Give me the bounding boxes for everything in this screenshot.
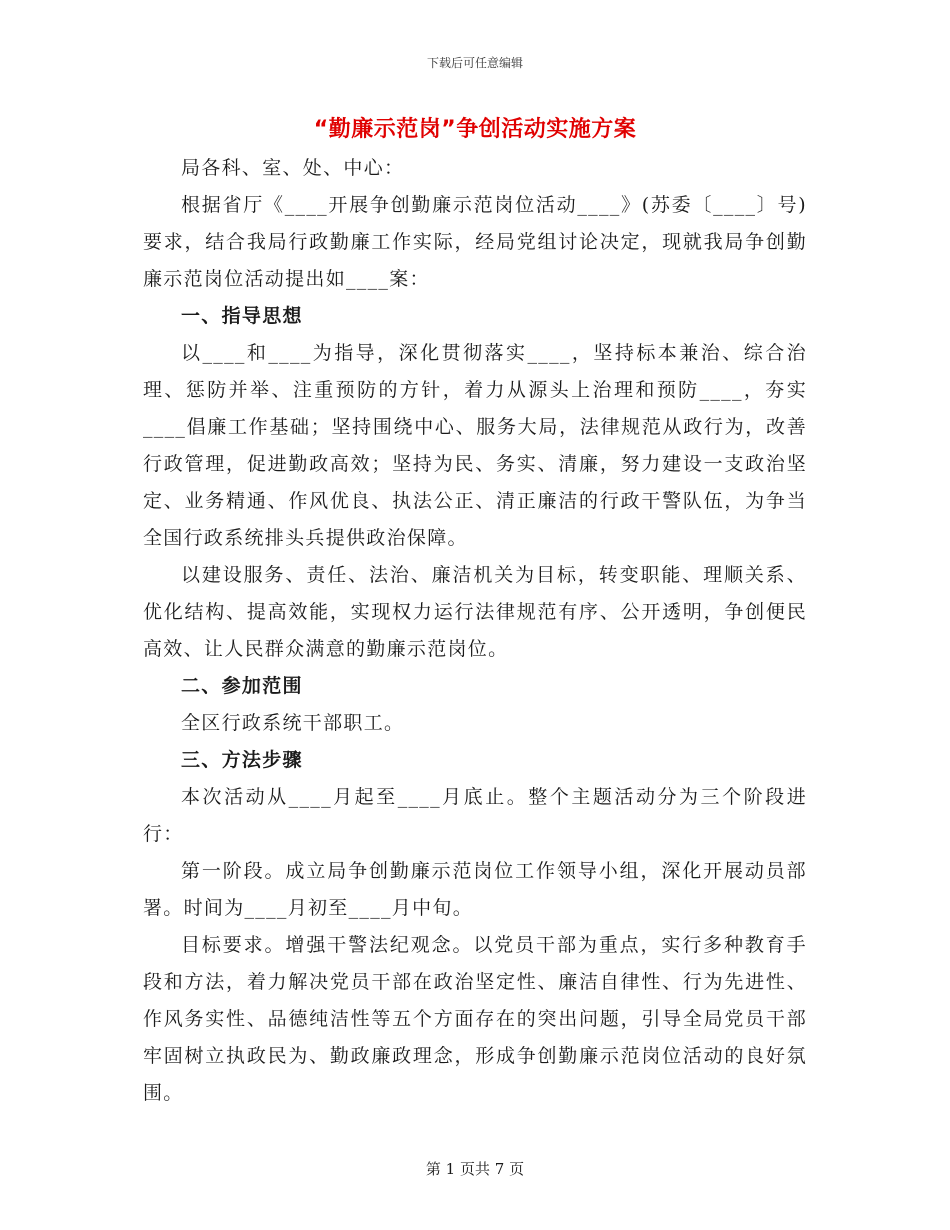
paragraph-goal: 以建设服务、责任、法治、廉洁机关为目标，转变职能、理顺关系、优化结构、提高效能，实现权力运行法律规范有序、公开透明，争创便民高效、让人民群众满意的勤廉示范岗位。: [143, 564, 807, 660]
paragraph-guiding-thought: 以____和____为指导，深化贯彻落实____，坚持标本兼治、综合治理、惩防并举、注重预防的方针，着力从源头上治理和预防____，夯实____倡廉工作基础；坚持围绕中心、服务大局，法律规范从政行为，改善行政管理，促进勤政高效；坚持为民、务实、清廉，努力建设一支政治坚定、业务精通、作风优良、执法公正、清正廉洁的行政干警队伍，为争当全国行政系统排头兵提供政治保障。: [143, 342, 807, 549]
paragraph-timeline: 本次活动从____月起至____月底止。整个主题活动分为三个阶段进行：: [143, 786, 807, 845]
page-number: 第 1 页共 7 页: [425, 1160, 525, 1178]
paragraph-objectives: 目标要求。增强干警法纪观念。以党员干部为重点，实行多种教育手段和方法，着力解决党员干部在政治坚定性、廉洁自律性、行为先进性、作风务实性、品德纯洁性等五个方面存在的突出问题，引导全局党员干部牢固树立执政民为、勤政廉政理念，形成争创勤廉示范岗位活动的良好氛围。: [143, 934, 807, 1104]
section-heading-scope: 二、参加范围: [181, 675, 303, 697]
section-heading-guiding-thought: 一、指导思想: [181, 305, 303, 327]
salutation: 局各科、室、处、中心：: [181, 157, 405, 179]
document-title: “勤廉示范岗”争创活动实施方案: [313, 117, 637, 142]
document-body: [143, 150, 807, 1112]
paragraph-phase-one: 第一阶段。成立局争创勤廉示范岗位工作领导小组，深化开展动员部署。时间为____月初至____月中旬。: [143, 860, 807, 919]
paragraph-basis: 根据省厅《____开展争创勤廉示范岗位活动____》(苏委〔____〕号)要求，结合我局行政勤廉工作实际，经局党组讨论决定，现就我局争创勤廉示范岗位活动提出如____案：: [143, 194, 807, 290]
section-heading-steps: 三、方法步骤: [181, 749, 303, 771]
paragraph-scope: 全区行政系统干部职工。: [181, 712, 405, 734]
header-note: 下载后可任意编辑: [426, 56, 523, 70]
